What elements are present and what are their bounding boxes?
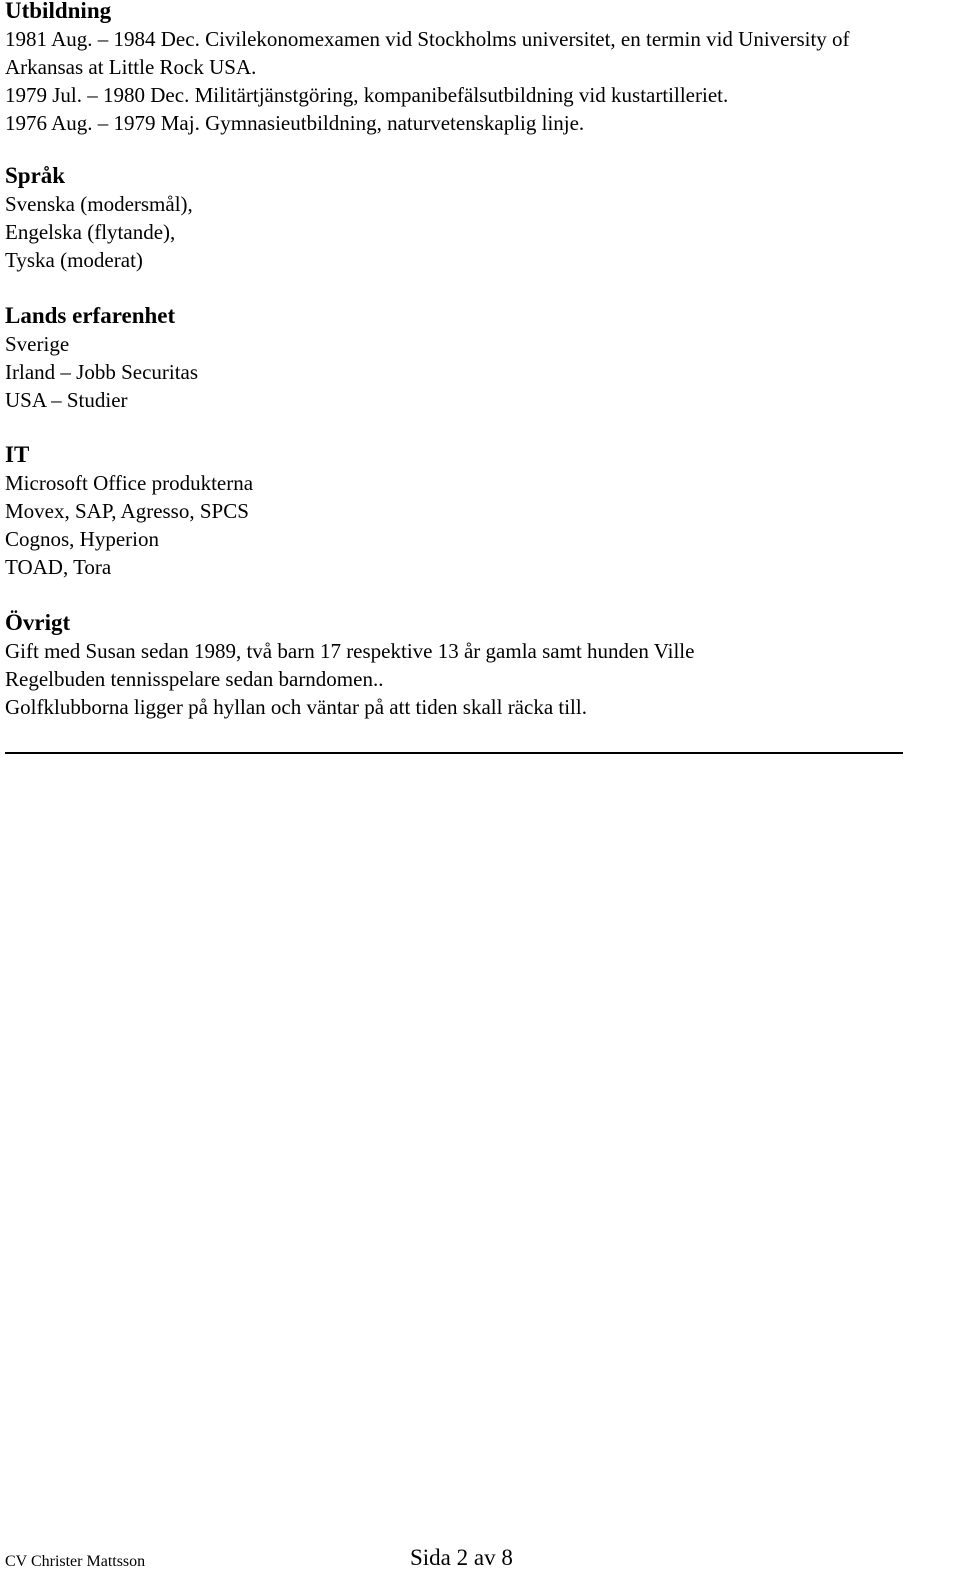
section-ovrigt — [5, 609, 955, 721]
section-heading-ovrigt: Övrigt — [5, 610, 71, 635]
utbildning-line: 1981 Aug. – 1984 Dec. Civilekonomexamen vid Stockholms universitet, en termin vid University of — [5, 27, 850, 51]
section-lands-erfarenhet — [5, 302, 955, 414]
footer-author: CV Christer Mattsson — [5, 1553, 146, 1570]
lands-line: Sverige — [5, 332, 70, 356]
lands-line: Irland – Jobb Securitas — [5, 360, 199, 384]
lands-line: USA – Studier — [5, 388, 128, 412]
ovrigt-line: Regelbuden tennisspelare sedan barndomen.. — [5, 667, 384, 691]
utbildning-line: 1976 Aug. – 1979 Maj. Gymnasieutbildning, naturvetenskaplig linje. — [5, 111, 585, 135]
section-heading-lands-erfarenhet: Lands erfarenhet — [5, 303, 176, 328]
section-utbildning — [5, 0, 955, 137]
footer-page-number: Sida 2 av 8 — [410, 1545, 513, 1570]
ovrigt-line: Golfklubborna ligger på hyllan och väntar på att tiden skall räcka till. — [5, 695, 587, 719]
sprak-line: Engelska (flytande), — [5, 220, 176, 244]
it-line: Microsoft Office produkterna — [5, 471, 254, 495]
section-heading-it: IT — [5, 442, 30, 467]
section-it — [5, 441, 955, 581]
utbildning-line: 1979 Jul. – 1980 Dec. Militärtjänstgöring, kompanibefälsutbildning vid kustartilleriet. — [5, 83, 729, 107]
sprak-line: Svenska (modersmål), — [5, 192, 193, 216]
section-heading-sprak: Språk — [5, 163, 66, 188]
it-line: Movex, SAP, Agresso, SPCS — [5, 499, 249, 523]
horizontal-rule — [5, 752, 903, 754]
utbildning-line: Arkansas at Little Rock USA. — [5, 55, 257, 79]
ovrigt-line: Gift med Susan sedan 1989, två barn 17 respektive 13 år gamla samt hunden Ville — [5, 639, 695, 663]
it-line: TOAD, Tora — [5, 555, 112, 579]
it-line: Cognos, Hyperion — [5, 527, 159, 551]
section-sprak — [5, 162, 955, 274]
sprak-line: Tyska (moderat) — [5, 248, 143, 272]
page-footer — [5, 1544, 955, 1574]
section-heading-utbildning: Utbildning — [5, 0, 112, 23]
